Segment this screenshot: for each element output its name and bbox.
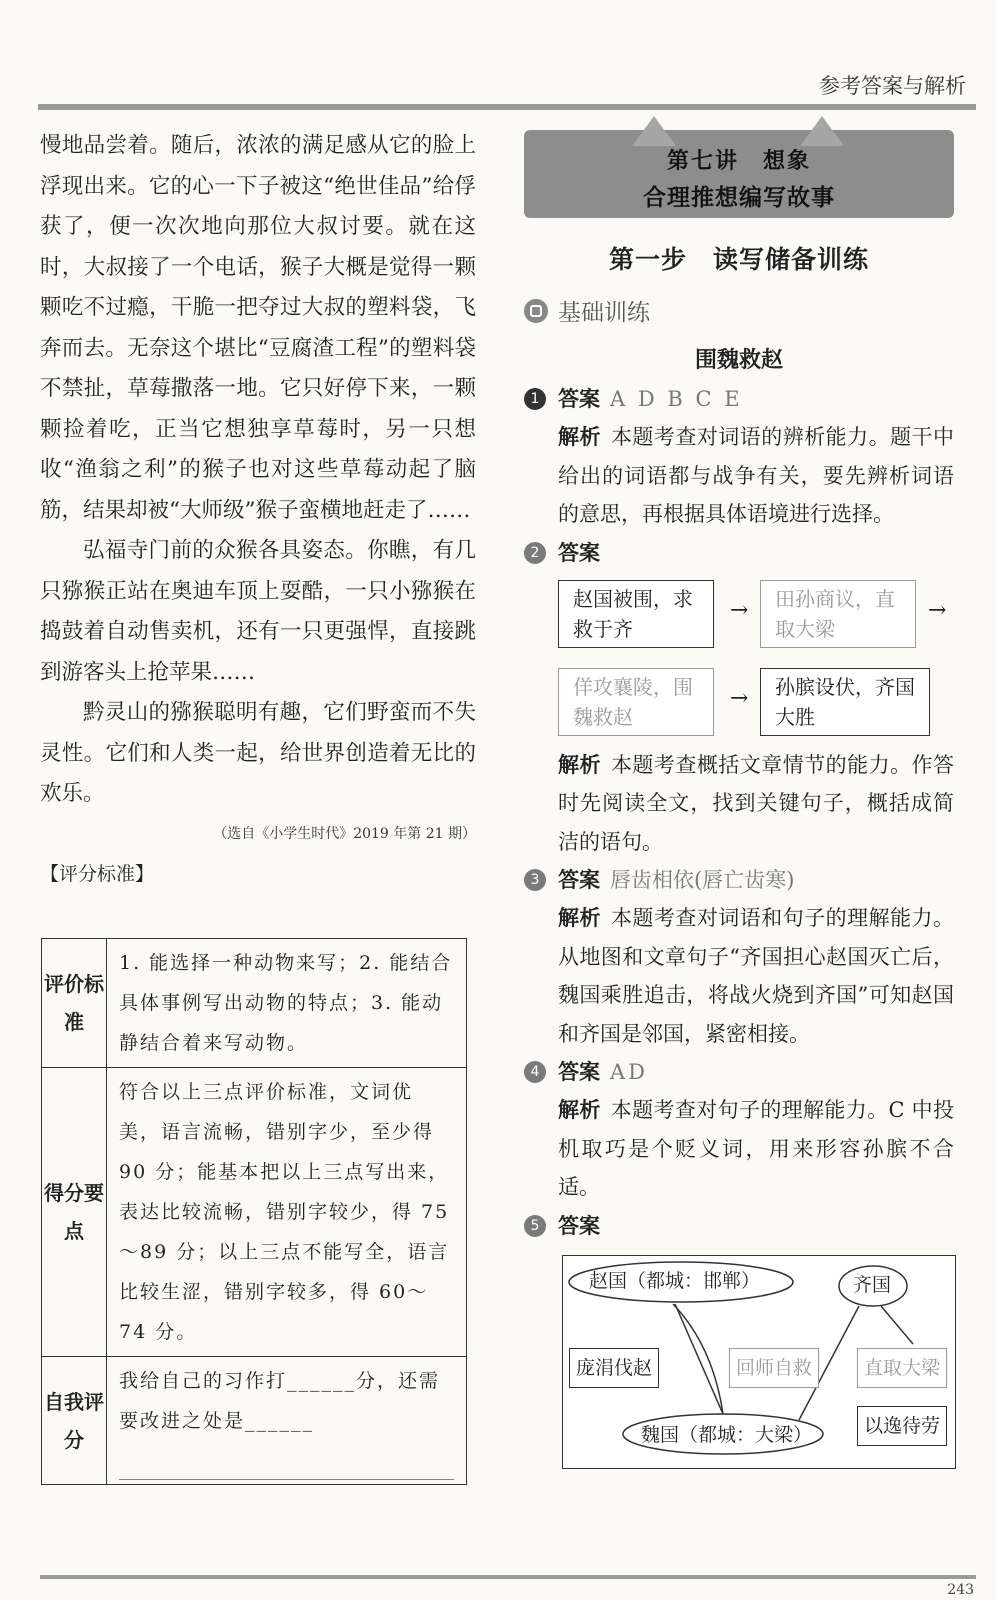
flow-box: 赵国被围，求救于齐: [558, 580, 714, 648]
story-paragraph-1: 慢地品尝着。随后，浓浓的满足感从它的脸上浮现出来。它的心一下子被这“绝世佳品”给俘获了，便一次次地向那位大叔讨要。就在这时，大叔接了一个电话，猴子大概是觉得一颗颗吃不过瘾，干脆一把夺过大叔的塑料袋，飞奔而去。无奈这个堪比“豆腐渣工程”的塑料袋不禁扯，草莓撒落一地。它只好停下来，一颗颗捡着吃，正当它想独享草莓时，另一只想收“渔翁之利”的猴子也对这些草莓动起了脑筋，结果却被“大师级”猴子蛮横地赶走了……: [40, 133, 476, 523]
question-number: 3: [524, 869, 546, 891]
rubric-title: 【评分标准】: [40, 862, 155, 885]
rubric-label: 评价标准: [42, 939, 107, 1068]
answer-value: AD: [610, 1060, 649, 1084]
battle-map-diagram: [562, 1255, 956, 1469]
answer-value: 唇齿相依(唇亡齿寒): [610, 868, 795, 892]
self-score-text: 我给自己的习作打______分，还需要改进之处是______: [119, 1370, 441, 1432]
header-title: 参考答案与解析: [819, 74, 966, 98]
arrow-icon: →: [730, 685, 749, 711]
self-score-cell: [107, 1357, 467, 1485]
rubric-row: [42, 939, 467, 1068]
question-number: 4: [524, 1061, 546, 1083]
map-box: 回师自救: [729, 1348, 819, 1388]
arrow-line: [881, 1306, 913, 1344]
flow-box: 孙膑设伏，齐国大胜: [760, 668, 930, 736]
explanation-text: 本题考查对词语的辨析能力。题干中给出的词语都与战争有关，要先辨析词语的意思，再根据具体语境进行选择。: [558, 425, 955, 526]
explanation-text: 本题考查对词语和句子的理解能力。从地图和文章句子“齐国担心赵国灭亡后，魏国乘胜追击，将战火烧到齐国”可知赵国和齐国是邻国，紧密相接。: [558, 906, 955, 1046]
explanation: [558, 899, 954, 1053]
footer-rule: [40, 1575, 976, 1579]
map-box: 直取大梁: [857, 1348, 947, 1388]
banner-decoration: [800, 116, 844, 146]
explain-label: 解析: [558, 906, 601, 930]
explanation-text: 本题考查对句子的理解能力。C 中投机取巧是个贬义词，用来形容孙膑不合适。: [558, 1098, 955, 1199]
banner-decoration: [632, 116, 676, 146]
banner-line-1: 第七讲 想象: [666, 149, 811, 174]
explanation: [558, 746, 954, 862]
writing-line: [119, 1441, 454, 1480]
question-1: [524, 380, 954, 418]
section-label: 基础训练: [558, 300, 650, 326]
map-box: 庞涓伐赵: [569, 1348, 659, 1388]
answer-label: 答案: [558, 868, 600, 892]
header-rule: [38, 104, 976, 110]
question-5: [524, 1207, 954, 1245]
arrow-line: [675, 1304, 723, 1414]
answer-label: 答案: [558, 1213, 600, 1238]
right-column: [524, 130, 954, 1469]
plot-flowchart: [558, 574, 954, 746]
lesson-banner: [524, 130, 954, 218]
explain-label: 解析: [558, 752, 601, 777]
answer-label: 答案: [558, 1060, 600, 1084]
rubric-table: [41, 938, 467, 1485]
source-citation: （选自《小学生时代》2019 年第 21 期）: [213, 825, 476, 842]
flow-box: 田孙商议，直取大梁: [760, 580, 916, 648]
wei-label: 魏国（都城：大梁）: [641, 1423, 813, 1446]
answer-label: 答案: [558, 540, 600, 565]
story-paragraph-3: 黔灵山的猕猴聪明有趣，它们野蛮而不失灵性。它们和人类一起，给世界创造着无比的欢乐。: [40, 700, 476, 806]
left-column: [40, 126, 476, 886]
explain-label: 解析: [558, 425, 601, 449]
question-4: [524, 1053, 954, 1091]
question-number: 5: [524, 1215, 546, 1237]
training-icon: [524, 299, 548, 323]
arrow-icon: →: [928, 597, 947, 623]
question-number: 1: [524, 388, 546, 410]
subject-title: 围魏救赵: [694, 347, 783, 373]
question-3: [524, 861, 954, 899]
arrow-icon: →: [730, 597, 749, 623]
flow-box: 佯攻襄陵，围魏救赵: [558, 668, 714, 736]
map-box: 以逸待劳: [857, 1406, 947, 1446]
rubric-text: 符合以上三点评价标准，文词优美，语言流畅，错别字少，至少得 90 分；能基本把以上三点写出来，表达比较流畅，错别字较少，得 75～89 分；以上三点不能写全，语言比较生涩，错别字较多，得 60～74 分。: [107, 1068, 467, 1357]
qi-label: 齐国: [853, 1273, 892, 1296]
rubric-label: 得分要点: [42, 1068, 107, 1357]
page-number: 243: [947, 1582, 974, 1598]
story-paragraph-2: 弘福寺门前的众猴各具姿态。你瞧，有几只猕猴正站在奥迪车顶上耍酷，一只小猕猴在捣鼓着自动售卖机，还有一只更强悍，直接跳到游客头上抢苹果……: [40, 538, 476, 685]
explanation: [558, 1091, 954, 1207]
explanation-text: 本题考查概括文章情节的能力。作答时先阅读全文，找到关键句子，概括成简洁的语句。: [558, 752, 955, 854]
explain-label: 解析: [558, 1098, 601, 1122]
rubric-label: 自我评分: [42, 1357, 107, 1485]
zhao-label: 赵国（都城：邯郸）: [589, 1269, 761, 1292]
question-2: [524, 534, 954, 572]
rubric-row: [42, 1357, 467, 1485]
rubric-row: [42, 1068, 467, 1357]
step-title: 第一步 读写储备训练: [608, 245, 869, 274]
rubric-text: 1. 能选择一种动物来写；2. 能结合具体事例写出动物的特点；3. 能动静结合着来写动物。: [107, 939, 467, 1068]
explanation: [558, 418, 954, 534]
question-number: 2: [524, 542, 546, 564]
answer-label: 答案: [558, 387, 600, 411]
answer-value: A D B C E: [610, 387, 743, 411]
banner-line-2: 合理推想编写故事: [643, 185, 835, 211]
section-heading: [524, 294, 954, 327]
